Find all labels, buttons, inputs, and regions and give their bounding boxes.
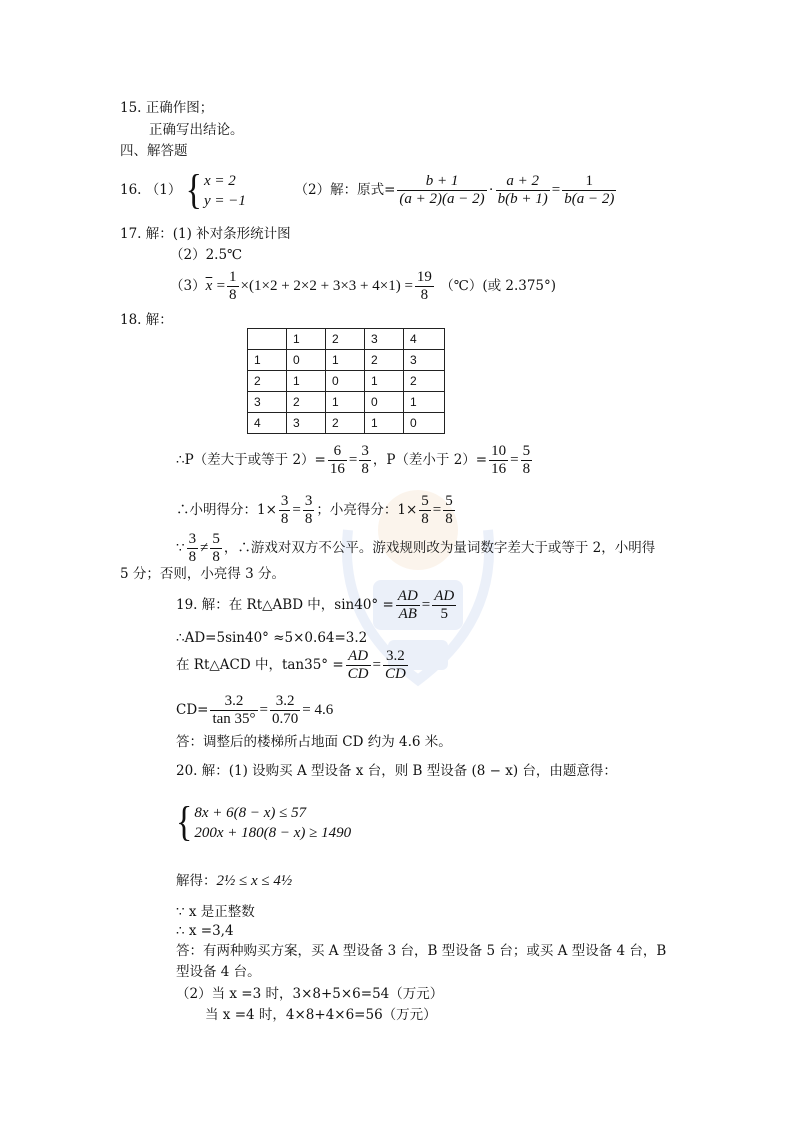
section-heading: 四、解答题	[120, 143, 188, 159]
table-cell	[248, 329, 287, 350]
table-cell: 3	[287, 413, 326, 434]
q18-score-line: ∴小明得分：1× $\frac{3}{8}$ = $\frac{3}{8}$ ；小亮得分：1× $\frac{5}{8}$ = $\frac{5}{8}$	[176, 493, 453, 527]
q20-answer1: 答：有两种购买方案，买 A 型设备 3 台，B 型设备 5 台；或买 A 型设备 4 台，B	[176, 943, 667, 959]
q20-line1: 20. 解：(1) 设购买 A 型设备 x 台，则 B 型设备 (8 − x) 台，由题意得：	[176, 763, 617, 779]
table-row	[248, 371, 445, 392]
table-row	[248, 392, 445, 413]
table-cell: 1	[365, 371, 404, 392]
q20-solution: 解得：2½ ≤ x ≤ 4½	[176, 873, 293, 889]
fraction: $\frac{a + 2}{b(b + 1)}$	[497, 173, 548, 207]
table-row	[248, 413, 445, 434]
q19-line1: 19. 解：在 Rt△ABD 中，sin40° = $\frac{AD}{AB}$ = $\frac{AD}{5}$	[176, 588, 455, 622]
fraction: $\frac{3}{8}$	[188, 531, 197, 565]
q18-conclusion-line: ∵ $\frac{3}{8}$ ≠ $\frac{5}{8}$ ，∴游戏对双方不公平。游戏规则改为量词数字差大于或等于 2，小明得	[176, 531, 656, 565]
fraction: $\frac{b + 1}{(a + 2)(a - 2)}$	[399, 173, 485, 207]
q19-line2: ∴AD=5sin40° ≈5×0.64=3.2	[176, 630, 368, 646]
q16-line: 16. （1） { x = 2 y = −1 （2）解：原式= $\frac{b + 1}{(a + 2)(a - 2)}$ · $\frac{a + 2}{b(b + 1)}$ = $\frac{1}{b(a - 2)}$	[120, 166, 615, 213]
fraction: $\frac{1}{8}$	[229, 269, 237, 303]
table-cell: 2	[326, 413, 365, 434]
q20-answer2: 型设备 4 台。	[176, 964, 261, 980]
table-cell: 1	[287, 329, 326, 350]
system-brace: {	[185, 166, 202, 213]
fraction: $\frac{6}{16}$	[329, 443, 345, 477]
fraction: $\frac{19}{8}$	[416, 269, 432, 303]
fraction: $\frac{AD}{CD}$	[347, 648, 369, 682]
table-cell: 1	[287, 371, 326, 392]
fraction: $\frac{3}{8}$	[304, 493, 313, 527]
q17-part3: $(3)\overline{x}$ = $\frac{1}{8}$ ×(1×2 + 2×2 + 3×3 + 4×1) = $\frac{19}{8}$ （℃）(或 2.375°)	[170, 269, 557, 303]
fraction: $\frac{3.2}{\tan 35^\circ}$	[212, 693, 256, 727]
fraction: $\frac{3.2}{0.70}$	[272, 693, 299, 727]
fraction: $\frac{1}{b(a - 2)}$	[564, 173, 615, 207]
table-cell: 2	[326, 329, 365, 350]
q17-part2: （2）2.5℃	[170, 247, 243, 263]
table-row	[248, 329, 445, 350]
q19-answer: 答：调整后的楼梯所占地面 CD 约为 4.6 米。	[176, 734, 452, 750]
q20-line3: ∵ x 是正整数	[176, 904, 255, 920]
fraction: $\frac{3.2}{CD}$	[384, 648, 406, 682]
system-brace: {	[176, 798, 193, 845]
table-cell: 4	[404, 329, 445, 350]
difference-table	[247, 328, 445, 434]
fraction: $\frac{AD}{AB}$	[397, 588, 418, 622]
table-cell: 2	[365, 350, 404, 371]
table-cell: 2	[287, 392, 326, 413]
q15-line2: 正确写出结论。	[149, 122, 244, 138]
fraction: $\frac{3}{8}$	[280, 493, 289, 527]
q18-prob-line: ∴P（差大于或等于 2）= $\frac{6}{16}$ = $\frac{3}{8}$ ，P（差小于 2）= $\frac{10}{16}$ = $\frac{5}{8}$	[176, 443, 531, 477]
q19-line4: CD= $\frac{3.2}{\tan 35^\circ}$ = $\frac{3.2}{0.70}$ = 4.6	[176, 693, 334, 727]
q18-last-line: 5 分；否则，小亮得 3 分。	[120, 566, 286, 582]
table-cell: 1	[365, 413, 404, 434]
table-cell: 1	[326, 350, 365, 371]
q20-part2b: 当 x =4 时，4×8+4×6=56（万元）	[205, 1007, 437, 1023]
table-cell: 3	[404, 350, 445, 371]
fraction: $\frac{10}{16}$	[491, 443, 507, 477]
table-cell: 0	[365, 392, 404, 413]
fraction: $\frac{AD}{5}$	[434, 588, 455, 622]
fraction: $\frac{5}{8}$	[212, 531, 220, 565]
q19-line3: 在 Rt△ACD 中，tan35° = $\frac{AD}{CD}$ = $\frac{3.2}{CD}$	[176, 648, 406, 682]
q15-line1: 15. 正确作图；	[120, 100, 214, 116]
q18-head: 18. 解：	[120, 312, 173, 328]
q20-part2a: （2）当 x =3 时，3×8+5×6=54（万元）	[176, 986, 444, 1002]
table-cell: 1	[326, 392, 365, 413]
fraction: $\frac{5}{8}$	[522, 443, 531, 477]
q20-system: { 8x + 6(8 − x) ≤ 57 200x + 180(8 − x) ≥ 1490	[176, 798, 352, 845]
table-row	[248, 350, 445, 371]
table-cell: 2	[248, 371, 287, 392]
fraction: $\frac{3}{8}$	[361, 443, 369, 477]
fraction: $\frac{5}{8}$	[445, 493, 453, 527]
fraction: $\frac{5}{8}$	[421, 493, 429, 527]
q16-system: x = 2 y = −1	[204, 172, 246, 209]
table-cell: 0	[404, 413, 445, 434]
table-cell: 1	[248, 350, 287, 371]
q17-head: 17. 解：(1) 补对条形统计图	[120, 226, 291, 242]
table-cell: 4	[248, 413, 287, 434]
table-cell: 0	[326, 371, 365, 392]
q20-line4: ∴ x =3,4	[176, 923, 234, 939]
table-cell: 3	[365, 329, 404, 350]
table-cell: 3	[248, 392, 287, 413]
table-cell: 0	[287, 350, 326, 371]
table-cell: 2	[404, 371, 445, 392]
table-cell: 1	[404, 392, 445, 413]
